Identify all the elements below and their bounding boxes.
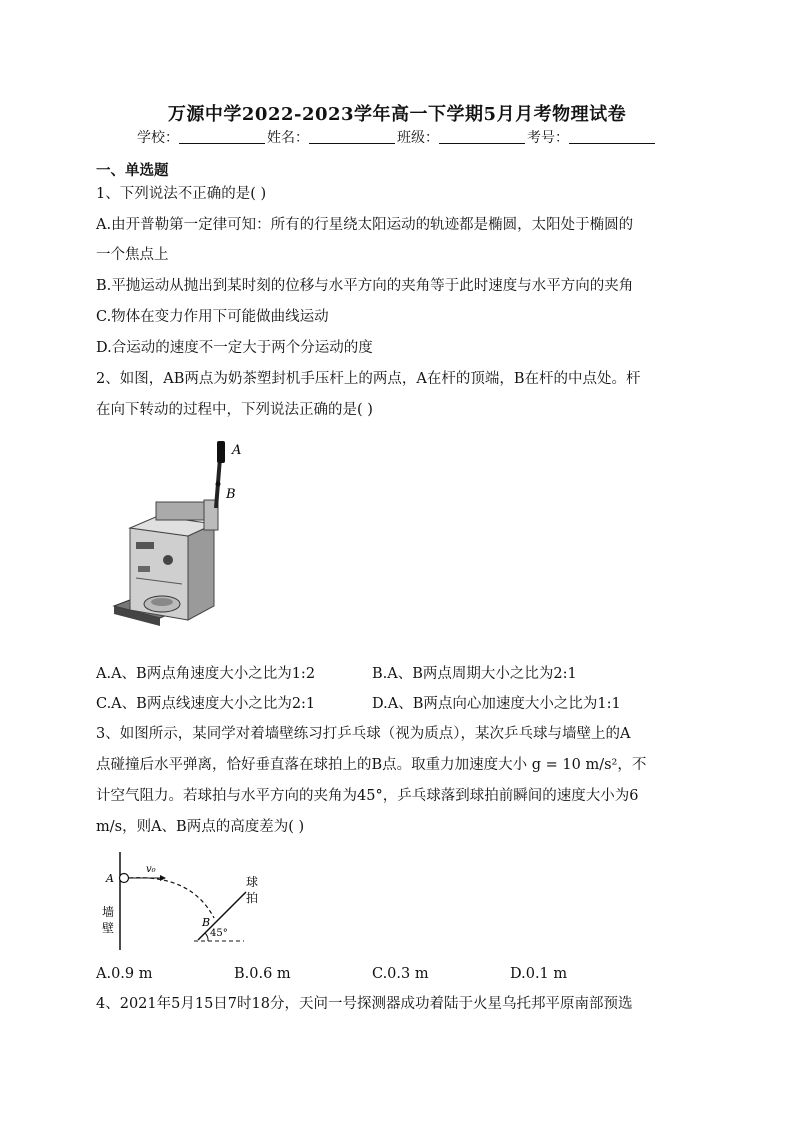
q3-option-c: C.0.3 m [372,966,429,982]
q2-option-b: B.A、B两点周期大小之比为2:1 [372,666,577,682]
q1-option-a-line2: 一个焦点上 [96,247,169,263]
q3-option-a: A.0.9 m [96,966,153,982]
q3-option-b: B.0.6 m [234,966,291,982]
fig-label-b: B [226,487,236,502]
fig-point-b: B [202,916,211,929]
exam-title: 万源中学2022-2023学年高一下学期5月月考物理试卷 [167,104,627,125]
q1-stem: 1、下列说法不正确的是( ) [96,186,267,202]
fig-racket-label-2: 拍 [246,891,259,905]
school-label: 学校： [137,130,179,146]
q2-stem-line2: 在向下转动的过程中，下列说法正确的是( ) [96,402,373,418]
q3-option-d: D.0.1 m [510,966,568,982]
fig-wall-label-1: 墙 [102,905,115,919]
name-blank[interactable] [309,129,395,144]
q2-option-d: D.A、B两点向心加速度大小之比为1:1 [372,696,621,712]
exam-no-blank[interactable] [569,129,655,144]
name-label: 姓名： [267,130,309,146]
q2-option-c: C.A、B两点线速度大小之比为2:1 [96,696,316,712]
q1-option-a-line1: A.由开普勒第一定律可知：所有的行星绕太阳运动的轨迹都是椭圆，太阳处于椭圆的 [96,217,634,233]
q3-stem-line4: m/s，则A、B两点的高度差为( ) [96,819,305,835]
exam-no-label: 考号： [527,130,569,146]
school-blank[interactable] [179,129,265,144]
class-blank[interactable] [439,129,525,144]
fig-point-a: A [106,872,114,885]
pingpong-figure [96,850,276,952]
q4-stem-line1: 4、2021年5月15日7时18分，天问一号探测器成功着陆于火星乌托邦平原南部预选 [96,996,633,1012]
q1-option-d: D.合运动的速度不一定大于两个分运动的度 [96,340,373,356]
fig-velocity-label: v₀ [146,864,156,875]
fig-label-a: A [232,443,242,458]
q1-option-c: C.物体在变力作用下可能做曲线运动 [96,309,329,325]
q2-option-a: A.A、B两点角速度大小之比为1:2 [96,666,316,682]
q3-stem-line1: 3、如图所示，某同学对着墙壁练习打乒乓球（视为质点），某次乒乓球与墙壁上的A [96,726,631,742]
fig-racket-label-1: 球 [246,875,259,889]
fig-angle-label: 45° [210,928,228,939]
q3-stem-line2: 点碰撞后水平弹离，恰好垂直落在球拍上的B点。取重力加速度大小 g = 10 m/s²，不 [96,757,647,773]
fig-wall-label-2: 壁 [102,921,115,935]
q2-stem-line1: 2、如图，AB两点为奶茶塑封机手压杆上的两点，A在杆的顶端，B在杆的中点处。杆 [96,371,641,387]
q1-option-b: B.平抛运动从抛出到某时刻的位移与水平方向的夹角等于此时速度与水平方向的夹角 [96,278,634,294]
student-info-line [0,127,794,147]
class-label: 班级： [397,130,439,146]
q3-stem-line3: 计空气阻力。若球拍与水平方向的夹角为45°，乒乓球落到球拍前瞬间的速度大小为6 [96,788,639,804]
sealing-machine-figure [110,438,260,648]
section-title: 一、单选题 [96,162,169,179]
